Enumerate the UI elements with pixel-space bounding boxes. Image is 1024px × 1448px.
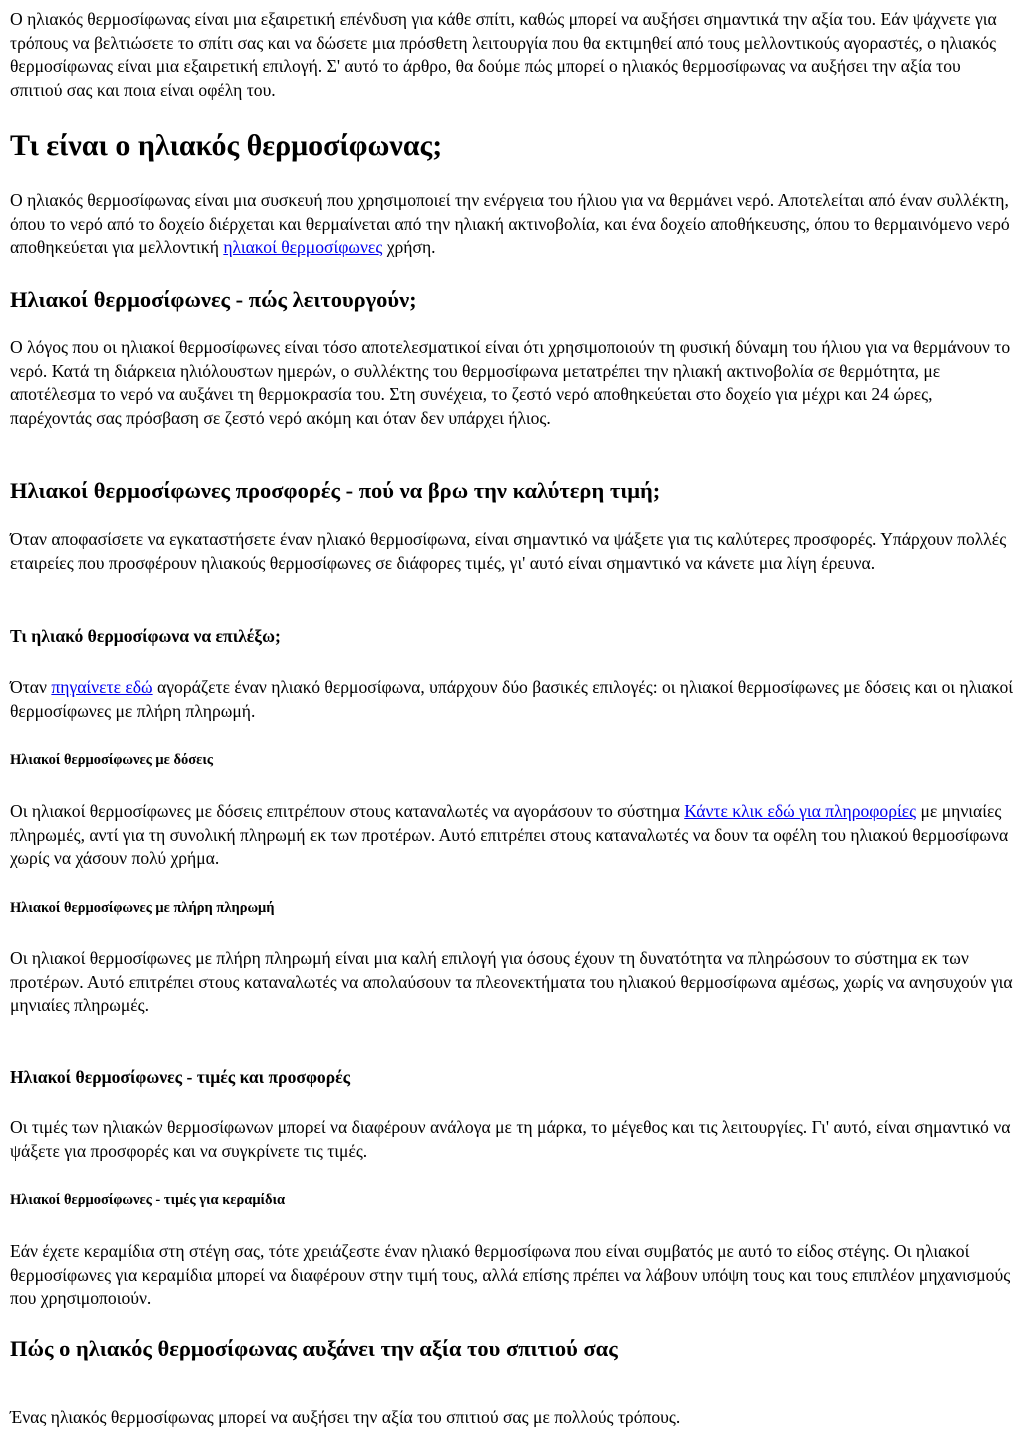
heading-how-they-work: Ηλιακοί θερμοσίφωνες - πώς λειτουργούν;	[10, 287, 417, 312]
paragraph-installments-text: Οι ηλιακοί θερμοσίφωνες με δόσεις επιτρέπουν στους καταναλωτές να αγοράσουν το σύστημα	[10, 801, 685, 821]
heading-full-payment: Ηλιακοί θερμοσίφωνες με πλήρη πληρωμή	[10, 900, 275, 916]
paragraph-increase-home-value: Ένας ηλιακός θερμοσίφωνας μπορεί να αυξήσει την αξία του σπιτιού σας με πολλούς τρόπους.	[10, 1407, 681, 1427]
paragraph-roof-tiles: Εάν έχετε κεραμίδια στη στέγη σας, τότε χρειάζεστε έναν ηλιακό θερμοσίφωνα που είναι συμβατός με αυτό το είδος στέγης. Οι ηλιακοί θερμοσίφωνες για κεραμίδια μπορεί να διαφέρουν στην τιμή τους, αλλά επίσης πρέπει να λάβουν υπόψη τους και τους επιπλέον μηχανισμούς που χρησιμοποιούν.	[10, 1241, 1011, 1308]
paragraph-how-they-work: Ο λόγος που οι ηλιακοί θερμοσίφωνες είναι τόσο αποτελεσματικοί είναι ότι χρησιμοποιούν τη φυσική δύναμη του ήλιου για να θερμάνουν το νερό. Κατά τη διάρκεια ηλιόλουστων ημερών, ο συλλέκτης του θερμοσίφωνα μετατρέπει την ηλιακή ακτινοβολία σε θερμότητα, με αποτέλεσμα το νερό να αυξάνει τη θερμοκρασία του. Στη συνέχεια, το ζεστό νερό αποθηκεύεται στο δοχείο για μέχρι και 24 ώρες, παρέχοντάς σας πρόσβαση σε ζεστό νερό ακόμη και όταν δεν υπάρχει ήλιος.	[10, 337, 1011, 428]
link-click-here-info[interactable]: Κάντε κλικ εδώ για πληροφορίες	[684, 801, 917, 821]
paragraph-what-is-text: Ο ηλιακός θερμοσίφωνας είναι μια συσκευή που χρησιμοποιεί την ενέργεια του ήλιου για να θερμάνει νερό. Αποτελείται από έναν συλλέκτη, όπου το νερό από το δοχείο διέρχεται και θερμαίνεται από την ηλιακή ακτινοβολία, και ένα δοχείο αποθήκευσης, όπου το θερμαινόμενο νερό αποθηκεύεται για μελλοντική	[10, 190, 1010, 257]
link-solar-heaters[interactable]: ηλιακοί θερμοσίφωνες	[223, 237, 383, 257]
paragraph-choose-text: Όταν	[10, 677, 52, 697]
paragraph-prices-and-offers: Οι τιμές των ηλιακών θερμοσίφωνων μπορεί να διαφέρουν ανάλογα με τη μάρκα, το μέγεθος και τις λειτουργίες. Γι' αυτό, είναι σημαντικό να ψάξετε για προσφορές και να συγκρίνετε τις τιμές.	[10, 1117, 1011, 1161]
paragraph-offers: Όταν αποφασίσετε να εγκαταστήσετε έναν ηλιακό θερμοσίφωνα, είναι σημαντικό να ψάξετε για τις καλύτερες προσφορές. Υπάρχουν πολλές εταιρείες που προσφέρουν ηλιακούς θερμοσίφωνες σε διάφορες τιμές, γι' αυτό είναι σημαντικό να κάνετε μια λίγη έρευνα.	[10, 529, 1007, 573]
heading-prices-and-offers: Ηλιακοί θερμοσίφωνες - τιμές και προσφορές	[10, 1067, 351, 1087]
paragraph-which-to-choose	[10, 676, 1014, 723]
paragraph-full-payment: Οι ηλιακοί θερμοσίφωνες με πλήρη πληρωμή είναι μια καλή επιλογή για όσους έχουν τη δυνατότητα να πληρώσουν το σύστημα εκ των προτέρων. Αυτό επιτρέπει στους καταναλωτές να απολαύσουν τα πλεονεκτήματα του ηλιακού θερμοσίφωνα αμέσως, χωρίς να ανησυχούν για μηνιαίες πληρωμές.	[10, 948, 1013, 1015]
heading-offers-best-price: Ηλιακοί θερμοσίφωνες προσφορές - πού να βρω την καλύτερη τιμή;	[10, 478, 661, 503]
heading-increase-home-value: Πώς ο ηλιακός θερμοσίφωνας αυξάνει την αξία του σπιτιού σας	[10, 1336, 618, 1361]
paragraph-installments	[10, 800, 1014, 871]
paragraph-choose-text-end: αγοράζετε έναν ηλιακό θερμοσίφωνα, υπάρχουν δύο βασικές επιλογές: οι ηλιακοί θερμοσίφωνες με δόσεις και οι ηλιακοί θερμοσίφωνες με πλήρη πληρωμή.	[10, 677, 1014, 721]
intro-paragraph: Ο ηλιακός θερμοσίφωνας είναι μια εξαιρετική επένδυση για κάθε σπίτι, καθώς μπορεί να αυξήσει σημαντικά την αξία του. Εάν ψάχνετε για τρόπους να βελτιώσετε το σπίτι σας και να δώσετε μια πρόσθετη λειτουργία που θα εκτιμηθεί από τους μελλοντικούς αγοραστές, ο ηλιακός θερμοσίφωνας είναι μια εξαιρετική επιλογή. Σ' αυτό το άρθρο, θα δούμε πώς μπορεί ο ηλιακός θερμοσίφωνας να αυξήσει την αξία του σπιτιού σας και ποια είναι οφέλη του.	[10, 9, 997, 100]
heading-installments: Ηλιακοί θερμοσίφωνες με δόσεις	[10, 752, 213, 768]
paragraph-installments-text-end: με μηνιαίες πληρωμές, αντί για τη συνολική πληρωμή εκ των προτέρων. Αυτό επιτρέπει στους καταναλωτές να δουν τα οφέλη του ηλιακού θερμοσίφωνα χωρίς να χάσουν πολύ χρήμα.	[10, 801, 1009, 868]
heading-what-is-solar-heater: Τι είναι ο ηλιακός θερμοσίφωνας;	[10, 129, 443, 162]
paragraph-what-is	[10, 189, 1014, 260]
heading-prices-roof-tiles: Ηλιακοί θερμοσίφωνες - τιμές για κεραμίδια	[10, 1192, 286, 1208]
paragraph-what-is-text-end: χρήση.	[382, 237, 436, 257]
link-go-here[interactable]: πηγαίνετε εδώ	[51, 677, 153, 697]
heading-which-to-choose: Τι ηλιακό θερμοσίφωνα να επιλέξω;	[10, 626, 281, 646]
